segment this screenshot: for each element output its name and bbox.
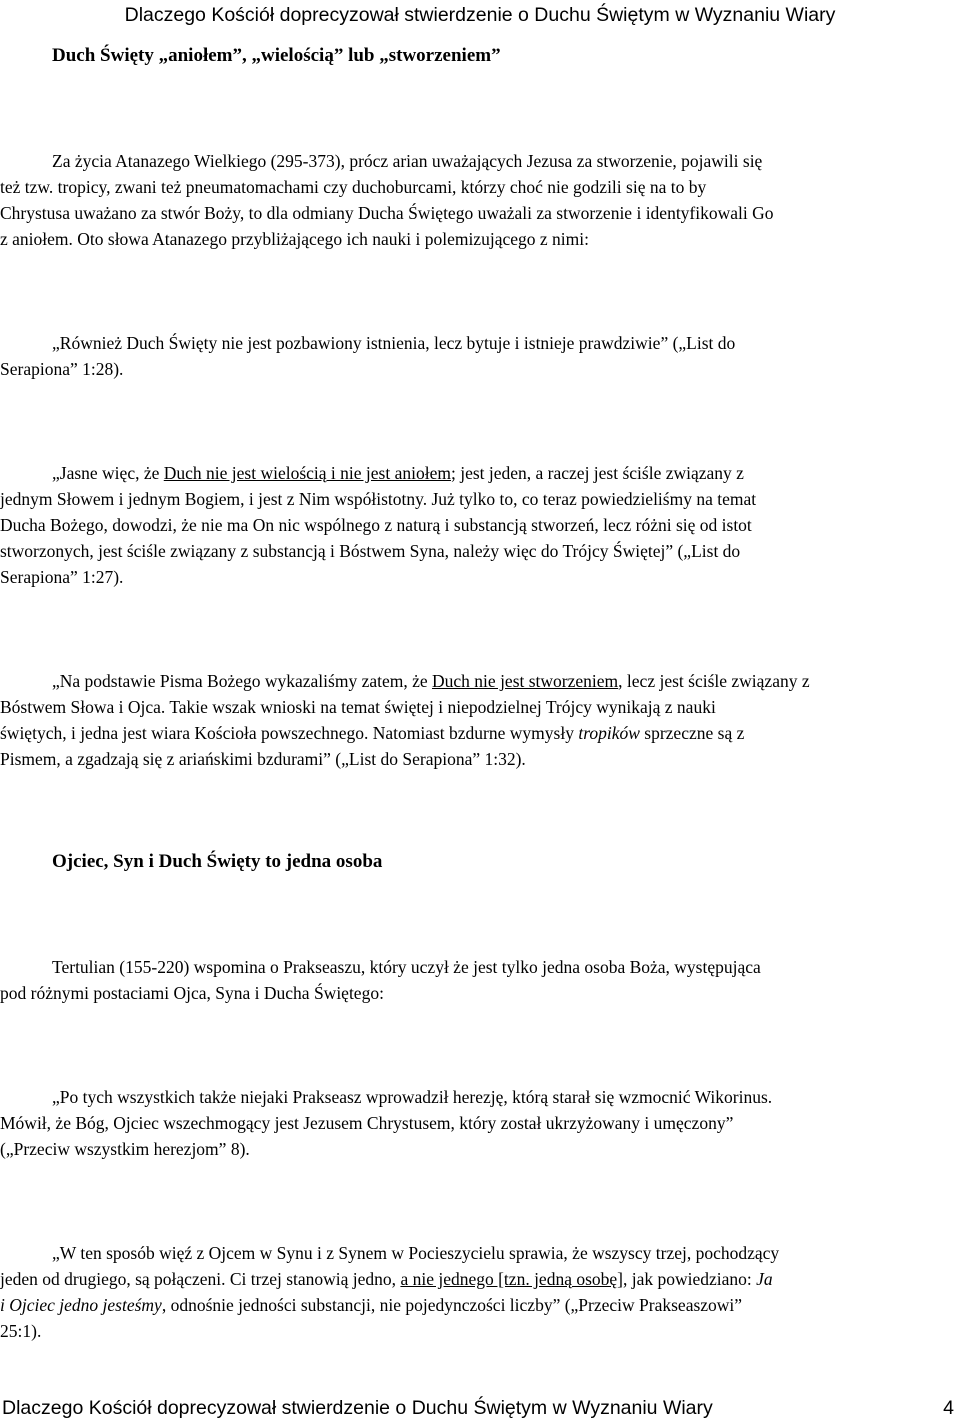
text-line: Tertulian (155-220) wspomina o Prakseaszu, który uczył że jest tylko jedna osoba Boża, występująca bbox=[52, 957, 761, 977]
text-run: , odnośnie jedności substancji, nie pojedynczości liczby” („Przeciw Prakseaszowi” bbox=[161, 1295, 743, 1315]
text-line bbox=[0, 668, 960, 694]
quote-serapion-1-32 bbox=[0, 668, 960, 772]
running-footer-title: Dlaczego Kościół doprecyzował stwierdzenie o Duchu Świętym w Wyznaniu Wiary bbox=[2, 1397, 713, 1419]
text-line: Pismem, a zgadzają się z ariańskimi bzdurami” („List do Serapiona” 1:32). bbox=[0, 749, 526, 769]
underlined-phrase: Duch nie jest stworzeniem bbox=[432, 671, 619, 691]
text-line: Chrystusa uważano za stwór Boży, to dla odmiany Ducha Świętego uważali za stworzenie i identyfikowali Go bbox=[0, 203, 774, 223]
text-run: jeden od drugiego, są połączeni. Ci trzej stanowią jedno, bbox=[0, 1269, 401, 1289]
text-line: z aniołem. Oto słowa Atanazego przybliżającego ich nauki i polemizującego z nimi: bbox=[0, 229, 589, 249]
text-run: ; jest jeden, a raczej jest ściśle związany z bbox=[450, 463, 744, 483]
text-line: „Również Duch Święty nie jest pozbawiony istnienia, lecz bytuje i istnieje prawdziwie” („List do bbox=[52, 333, 736, 353]
text-line: Serapiona” 1:27). bbox=[0, 567, 124, 587]
text-line: „W ten sposób więź z Ojcem w Synu i z Synem w Pocieszycielu sprawia, że wszyscy trzej, pochodzący bbox=[52, 1243, 780, 1263]
section-heading-one-person: Ojciec, Syn i Duch Święty to jedna osoba bbox=[52, 851, 383, 872]
text-run: , jak powiedziano: bbox=[623, 1269, 757, 1289]
text-run: „Jasne więc, że bbox=[52, 463, 164, 483]
text-line: Za życia Atanazego Wielkiego (295-373), prócz arian uważających Jezusa za stworzenie, pojawili się bbox=[52, 151, 763, 171]
text-run: „Na podstawie Pisma Bożego wykazaliśmy zatem, że bbox=[52, 671, 433, 691]
text-line: Serapiona” 1:28). bbox=[0, 359, 124, 379]
text-line: Bóstwem Słowa i Ojca. Takie wszak wnioski na temat świętej i niepodzielnej Trójcy wynikają z nauki bbox=[0, 697, 716, 717]
text-line: 25:1). bbox=[0, 1321, 42, 1341]
text-line bbox=[0, 1292, 960, 1318]
text-line: pod różnymi postaciami Ojca, Syna i Ducha Świętego: bbox=[0, 983, 384, 1003]
italic-phrase: Ja bbox=[756, 1269, 773, 1289]
underlined-phrase: a nie jednego [tzn. jedną osobę] bbox=[400, 1269, 623, 1289]
italic-phrase: tropików bbox=[578, 723, 640, 743]
text-line bbox=[0, 720, 960, 746]
intro-paragraph-tertullian bbox=[0, 954, 960, 1006]
text-line: („Przeciw wszystkim herezjom” 8). bbox=[0, 1139, 250, 1159]
quote-against-praxeas-25-1 bbox=[0, 1240, 960, 1344]
text-line: jednym Słowem i jednym Bogiem, i jest z Nim współistotny. Już tylko to, co teraz powiedzieliśmy na temat bbox=[0, 489, 757, 509]
text-line: Mówił, że Bóg, Ojciec wszechmogący jest Jezusem Chrystusem, który został ukrzyżowany i umęczony” bbox=[0, 1113, 734, 1133]
quote-serapion-1-27 bbox=[0, 460, 960, 590]
italic-phrase: i Ojciec jedno jesteśmy bbox=[0, 1295, 162, 1315]
text-line: Ducha Bożego, dowodzi, że nie ma On nic wspólnego z naturą i substancją stworzeń, lecz różni się od istot bbox=[0, 515, 752, 535]
text-run: świętych, i jedna jest wiara Kościoła powszechnego. Natomiast bzdurne wymysły bbox=[0, 723, 579, 743]
quote-against-heresies-8 bbox=[0, 1084, 960, 1162]
text-line: „Po tych wszystkich także niejaki Prakseasz wprowadził herezję, którą starał się wzmocnić Wikorinus. bbox=[52, 1087, 773, 1107]
quote-serapion-1-28 bbox=[0, 330, 960, 382]
text-line bbox=[0, 460, 960, 486]
text-run: sprzeczne są z bbox=[639, 723, 745, 743]
intro-paragraph-athanasius bbox=[0, 148, 960, 252]
section-heading-holy-spirit: Duch Święty „aniołem”, „wielością” lub „stworzeniem” bbox=[52, 45, 501, 66]
text-run: , lecz jest ściśle związany z bbox=[618, 671, 810, 691]
text-line: też tzw. tropicy, zwani też pneumatomachami czy duchoburcami, którzy choć nie godzili się na to by bbox=[0, 177, 707, 197]
page-number: 4 bbox=[943, 1397, 954, 1419]
text-line bbox=[0, 1266, 960, 1292]
running-header: Dlaczego Kościół doprecyzował stwierdzenie o Duchu Świętym w Wyznaniu Wiary bbox=[124, 4, 836, 26]
text-line: stworzonych, jest ściśle związany z substancją i Bóstwem Syna, należy więc do Trójcy Świętej” („List do bbox=[0, 541, 741, 561]
underlined-phrase: Duch nie jest wielością i nie jest aniołem bbox=[163, 463, 451, 483]
